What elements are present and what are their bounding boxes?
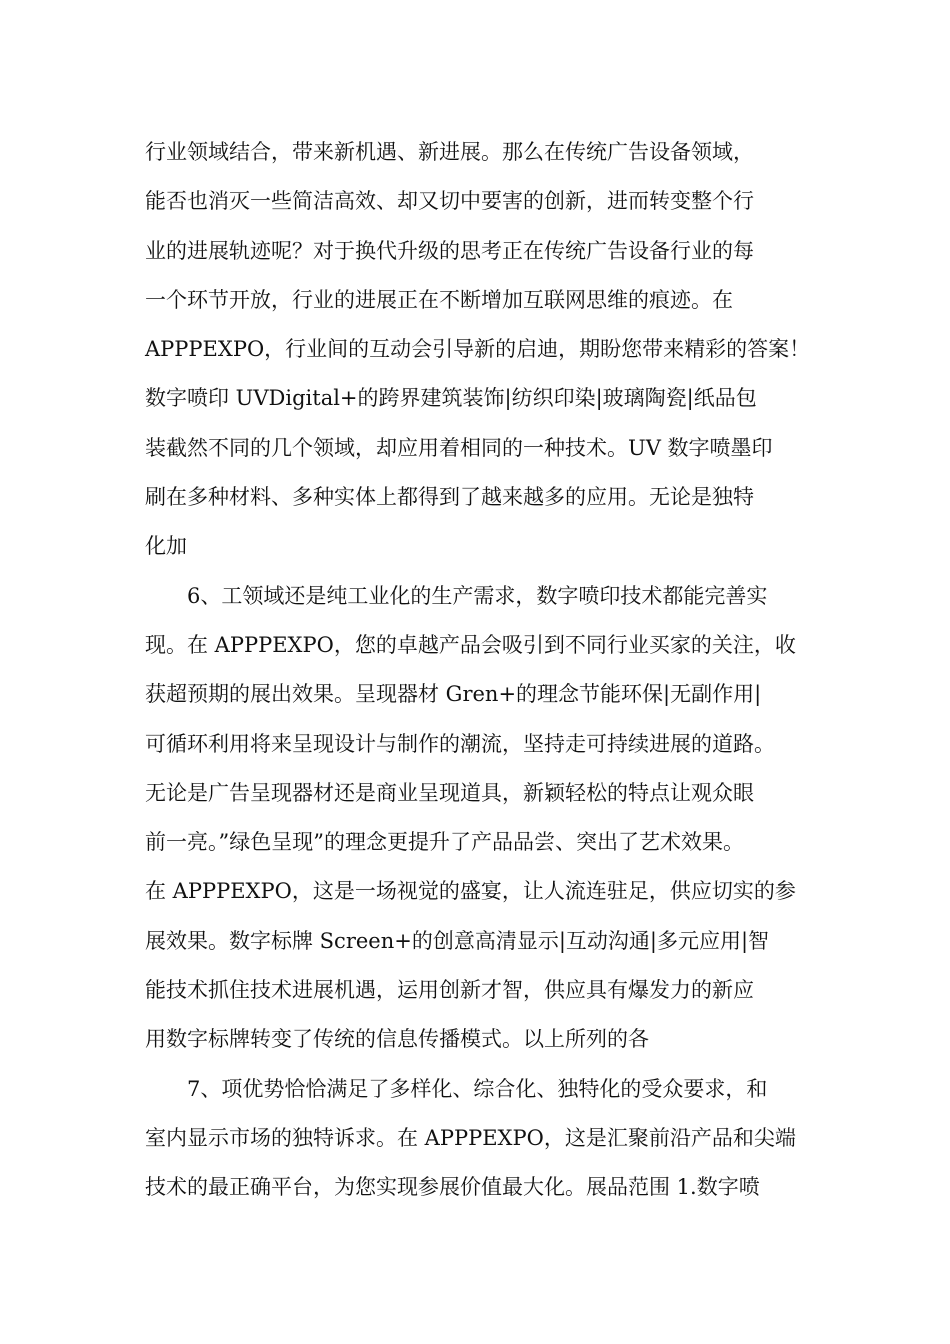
text-line: APPPEXPO，行业间的互动会引导新的启迪，期盼您带来精彩的答案！ (145, 337, 811, 362)
paragraph-2 (145, 572, 815, 1065)
text-line: 装截然不同的几个领域，却应用着相同的一种技术。UV 数字喷墨印 (145, 435, 773, 460)
text-line: 可循环利用将来呈现设计与制作的潮流，坚持走可持续进展的道路。 (145, 731, 775, 756)
text-line: 一个环节开放，行业的进展正在不断增加互联网思维的痕迹。在 (145, 287, 733, 312)
text-line: 室内显示市场的独特诉求。在 APPPEXPO，这是汇聚前沿产品和尖端 (145, 1125, 796, 1150)
document-body (145, 128, 815, 1213)
text-line: 化加 (145, 534, 187, 559)
text-line: 行业领域结合，带来新机遇、新进展。那么在传统广告设备领域， (145, 140, 754, 164)
text-line: 业的进展轨迹呢？对于换代升级的思考正在传统广告设备行业的每 (145, 238, 754, 263)
text-line: 能技术抓住技术进展机遇，运用创新才智，供应具有爆发力的新应 (145, 978, 754, 1003)
paragraph-1 (145, 128, 815, 572)
text-line: 现。在 APPPEXPO，您的卓越产品会吸引到不同行业买家的关注，收 (145, 632, 796, 657)
text-line: 6、工领域还是纯工业化的生产需求，数字喷印技术都能完善实 (187, 583, 768, 608)
text-line: 获超预期的展出效果。呈现器材 Gren+的理念节能环保|无副作用| (145, 682, 762, 707)
text-line: 7、项优势恰恰满足了多样化、综合化、独特化的受众要求，和 (187, 1076, 768, 1101)
text-line: 用数字标牌转变了传统的信息传播模式。以上所列的各 (145, 1027, 649, 1052)
text-line: 前一亮。”绿色呈现”的理念更提升了产品品尝、突出了艺术效果。 (145, 830, 744, 855)
text-line: 能否也消灭一些简洁高效、却又切中要害的创新，进而转变整个行 (145, 189, 754, 214)
text-line: 展效果。数字标牌 Screen+的创意高清显示|互动沟通|多元应用|智 (145, 928, 770, 953)
text-line: 刷在多种材料、多种实体上都得到了越来越多的应用。无论是独特 (145, 485, 754, 510)
text-line: 数字喷印 UVDigital+的跨界建筑装饰|纺织印染|玻璃陶瓷|纸品包 (145, 386, 757, 411)
text-line: 无论是广告呈现器材还是商业呈现道具，新颖轻松的特点让观众眼 (145, 780, 754, 805)
text-line: 技术的最正确平台，为您实现参展价值最大化。展品范围 1.数字喷 (145, 1175, 760, 1200)
text-line: 在 APPPEXPO，这是一场视觉的盛宴，让人流连驻足，供应切实的参 (145, 879, 796, 904)
paragraph-3 (145, 1065, 815, 1213)
